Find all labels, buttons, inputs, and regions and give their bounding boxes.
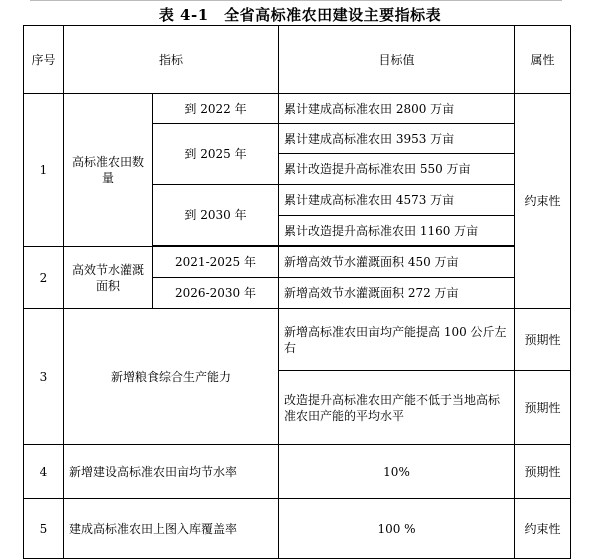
- header-row: [24, 26, 571, 94]
- row1-target-2030a: 累计建成高标准农田 4573 万亩: [279, 185, 515, 216]
- row1-seq: 1: [24, 94, 64, 247]
- indicator-table: [23, 25, 571, 559]
- row4-seq: 4: [24, 445, 64, 499]
- row3-target-1: 新增高标准农田亩均产能提高 100 公斤左右: [279, 309, 515, 371]
- row2-target-2: 新增高效节水灌溉面积 272 万亩: [279, 278, 515, 309]
- table-row: [24, 445, 571, 499]
- row1-period-2025: 到 2025 年: [153, 124, 279, 185]
- table-row: [24, 499, 571, 559]
- row2-period-1: 2021-2025 年: [153, 247, 279, 278]
- attr-binding: 约束性: [515, 94, 571, 309]
- row1-period-2030: 到 2030 年: [153, 185, 279, 246]
- row1-target-2022: 累计建成高标准农田 2800 万亩: [279, 94, 515, 124]
- table-row: [24, 247, 571, 278]
- row1-target-2025b: 累计改造提升高标准农田 550 万亩: [279, 154, 515, 185]
- top-rule: [30, 0, 562, 1]
- header-indicator: 指标: [64, 26, 279, 94]
- row3-attr-2: 预期性: [515, 371, 571, 445]
- row2-target-1: 新增高效节水灌溉面积 450 万亩: [279, 247, 515, 278]
- row1-target-2025a: 累计建成高标准农田 3953 万亩: [279, 124, 515, 154]
- row3-seq: 3: [24, 309, 64, 445]
- header-target: 目标值: [279, 26, 515, 94]
- row2-seq: 2: [24, 247, 64, 309]
- row5-attr: 约束性: [515, 499, 571, 559]
- row2-period-2: 2026-2030 年: [153, 278, 279, 309]
- header-attr: 属性: [515, 26, 571, 94]
- row3-indicator: 新增粮食综合生产能力: [64, 309, 279, 445]
- row4-target: 10%: [279, 445, 515, 499]
- table-row: [24, 94, 571, 124]
- row2-indicator: 高效节水灌溉面积: [64, 247, 153, 309]
- table-row: [24, 309, 571, 371]
- table-title: 表 4-1 全省高标准农田建设主要指标表: [158, 6, 442, 24]
- row1-target-2030b: 累计改造提升高标准农田 1160 万亩: [279, 216, 515, 246]
- row3-target-2: 改造提升高标准农田产能不低于当地高标准农田产能的平均水平: [279, 371, 515, 445]
- row4-indicator: 新增建设高标准农田亩均节水率: [64, 445, 279, 499]
- row5-target: 100 %: [279, 499, 515, 559]
- row3-attr-1: 预期性: [515, 309, 571, 371]
- row4-attr: 预期性: [515, 445, 571, 499]
- header-seq: 序号: [24, 26, 64, 94]
- row5-seq: 5: [24, 499, 64, 559]
- row1-indicator: 高标准农田数量: [64, 94, 153, 247]
- row5-indicator: 建成高标准农田上图入库覆盖率: [64, 499, 279, 559]
- row1-period-2022: 到 2022 年: [153, 94, 279, 124]
